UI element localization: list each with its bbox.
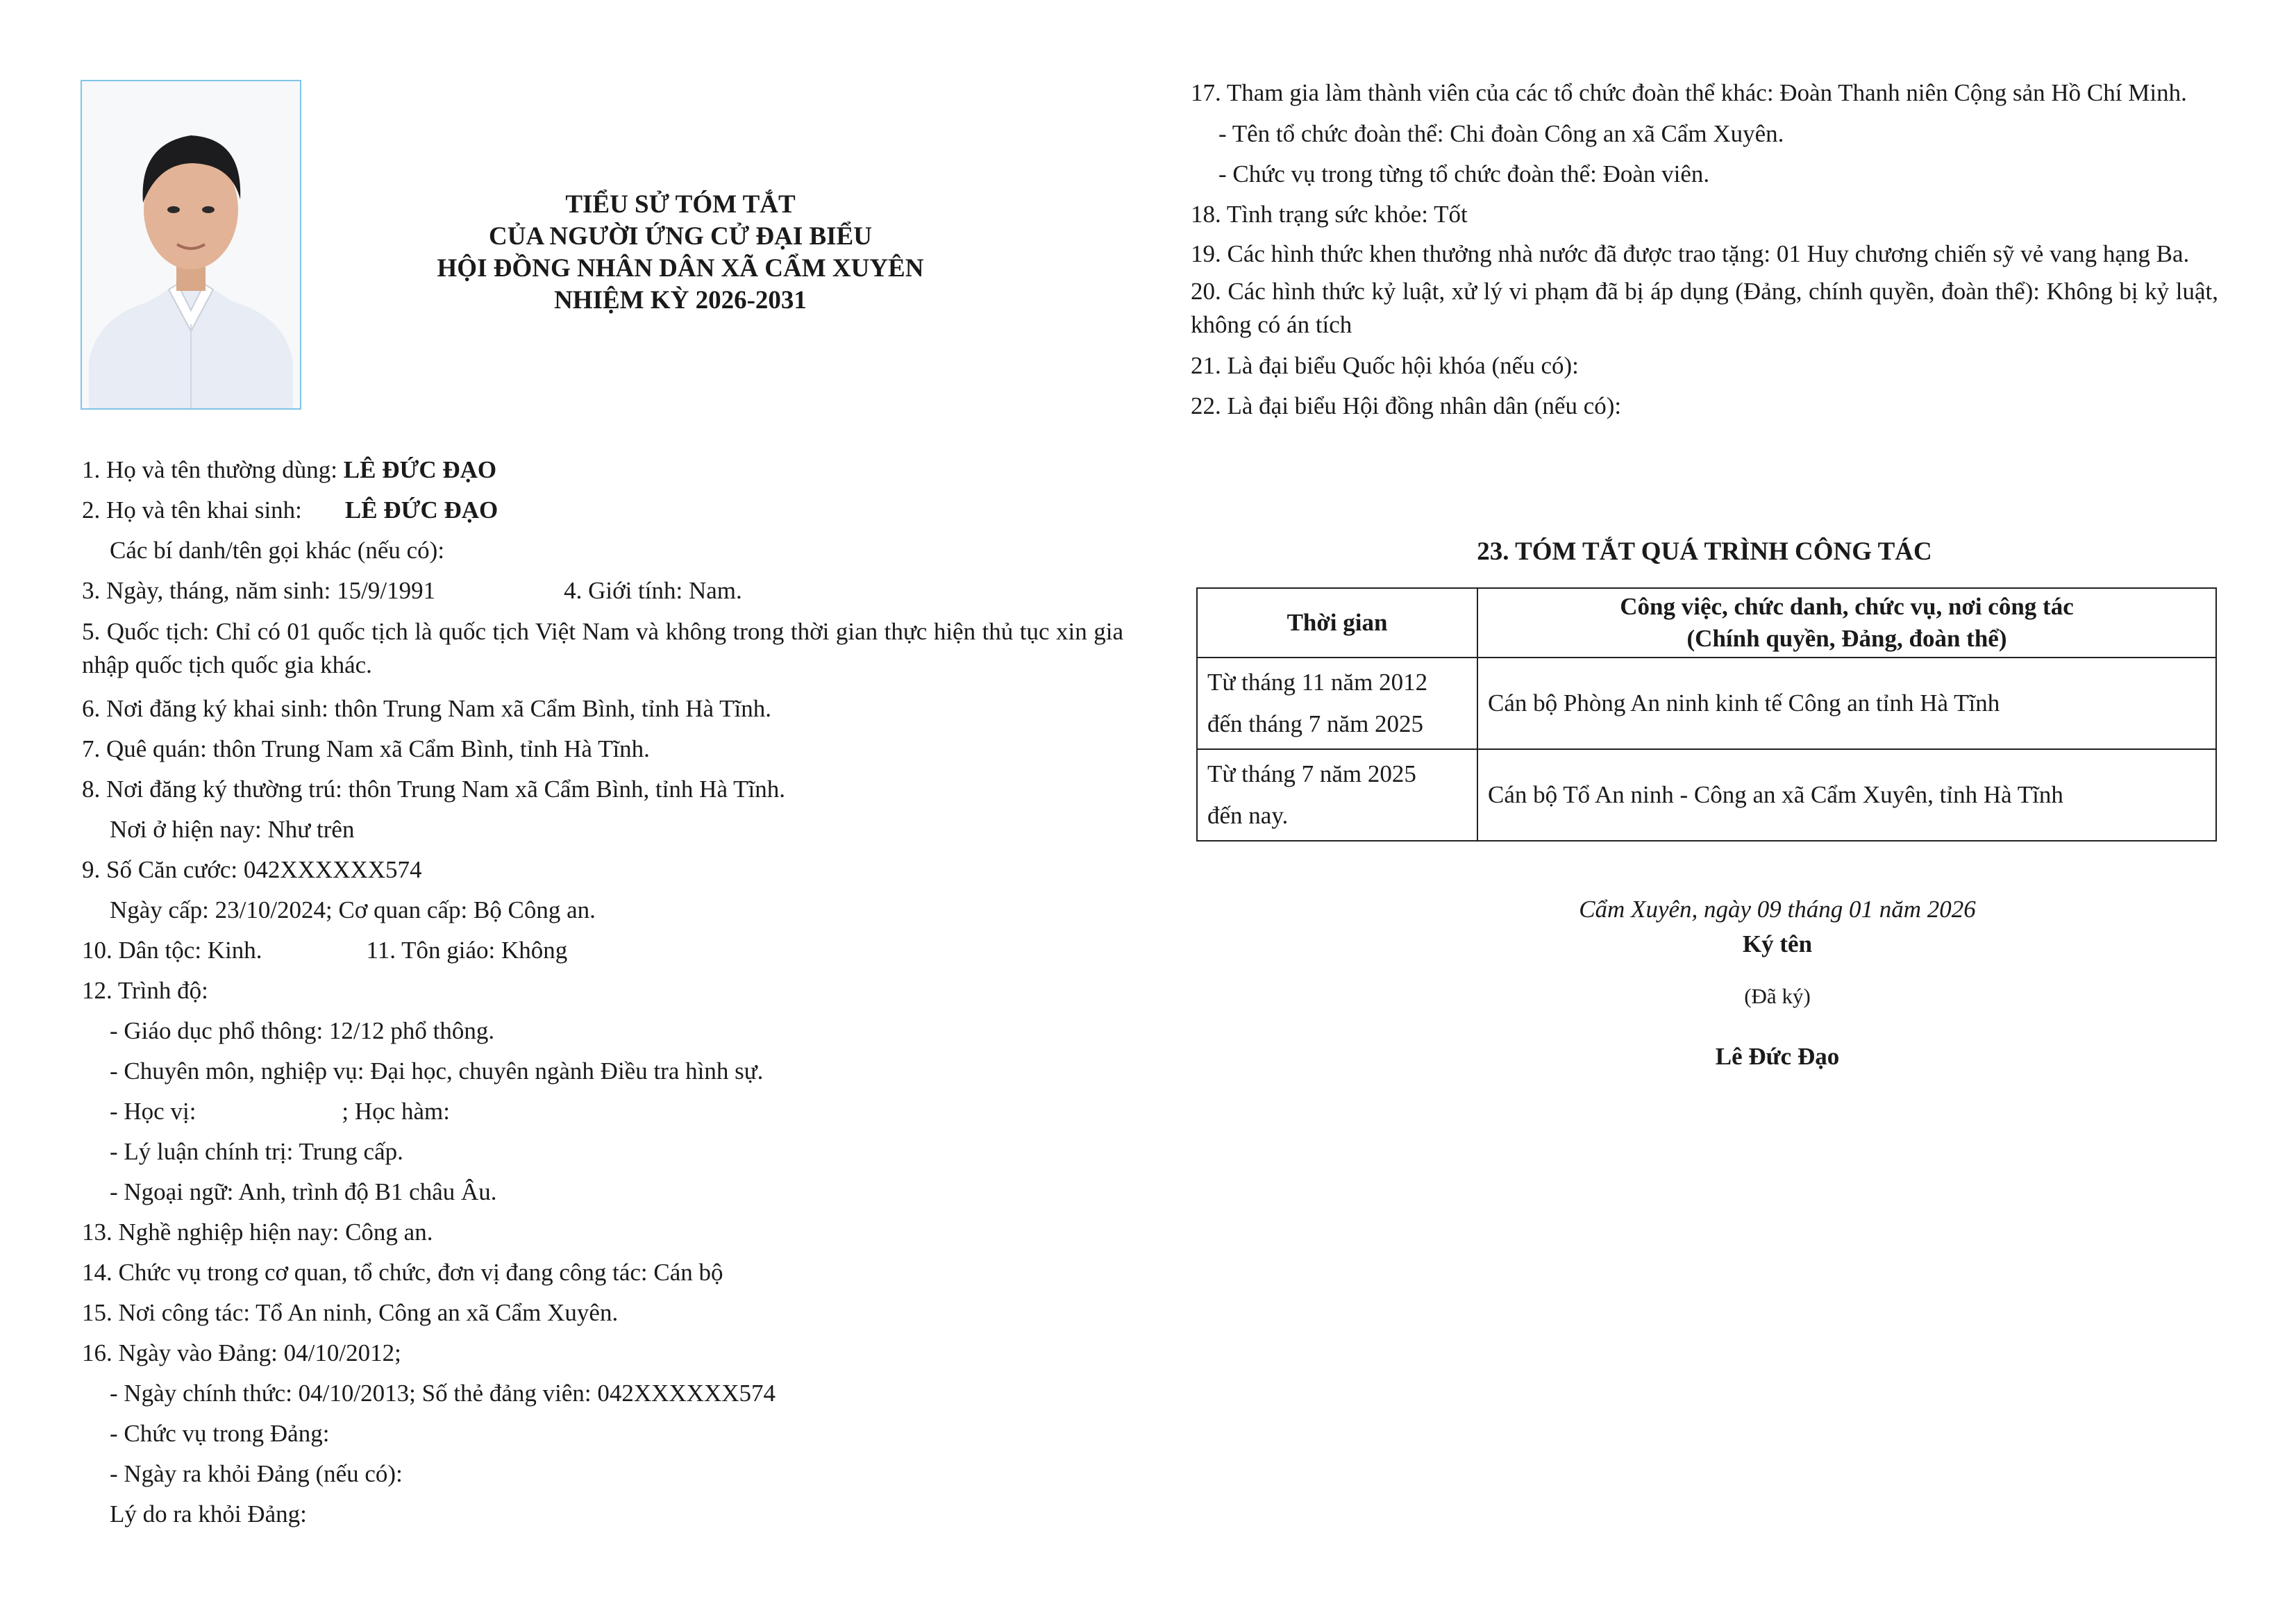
item-13-occupation: 13. Nghề nghiệp hiện nay: Công an. [82, 1219, 433, 1246]
item-2-aliases: Các bí danh/tên gọi khác (nếu có): [110, 537, 445, 564]
table-cell-job: Cán bộ Phòng An ninh kinh tế Công an tỉnh Hà Tĩnh [1477, 658, 2216, 749]
item-7-hometown: 7. Quê quán: thôn Trung Nam xã Cẩm Bình, tỉnh Hà Tĩnh. [82, 735, 650, 762]
item-22-peoples-council: 22. Là đại biểu Hội đồng nhân dân (nếu có): [1191, 392, 1622, 419]
item-1-label: 1. Họ và tên thường dùng: [82, 456, 344, 483]
sign-label: Ký tên [1742, 930, 1813, 957]
item-5-nationality: 5. Quốc tịch: Chỉ có 01 quốc tịch là quốc tịch Việt Nam và không trong thời gian thực hiện thủ tục xin gia nhập quốc tịch quốc gia khác. [82, 618, 1123, 678]
table-cell-time [1197, 749, 1477, 841]
table-row [1197, 658, 2216, 749]
table-cell-time [1197, 658, 1477, 749]
right-column [1191, 76, 2218, 426]
item-15-workplace: 15. Nơi công tác: Tổ An ninh, Công an xã Cẩm Xuyên. [82, 1299, 619, 1326]
professional-qualification: - Chuyên môn, nghiệp vụ: Đại học, chuyên ngành Điều tra hình sự. [110, 1057, 764, 1085]
item-1 [82, 450, 1116, 490]
table-cell-job: Cán bộ Tổ An ninh - Công an xã Cẩm Xuyên, tỉnh Hà Tĩnh [1477, 749, 2216, 841]
item-19-awards: 19. Các hình thức khen thưởng nhà nước đã được trao tặng: 01 Huy chương chiến sỹ vẻ vang hạng Ba. [1191, 240, 2190, 267]
ethnicity: 10. Dân tộc: Kinh. [82, 937, 262, 964]
work-history-table [1196, 587, 2217, 842]
time-start: Từ tháng 11 năm 2012 [1207, 669, 1428, 696]
column-header-job-line-1: Công việc, chức danh, chức vụ, nơi công tác [1620, 593, 2074, 620]
table-row [1197, 749, 2216, 841]
academic-title-label: ; Học hàm: [342, 1098, 450, 1125]
title-line-4: NHIỆM KỲ 2026-2031 [554, 286, 807, 315]
academic-degree [82, 1091, 1116, 1132]
item-14-position: 14. Chức vụ trong cơ quan, tổ chức, đơn vị đang công tác: Cán bộ [82, 1259, 723, 1286]
work-history-title: 23. TÓM TẮT QUÁ TRÌNH CÔNG TÁC [1477, 537, 1932, 566]
item-8-current-residence: Nơi ở hiện nay: Như trên [110, 816, 355, 843]
table-header-row [1197, 588, 2216, 658]
party-official-date: - Ngày chính thức: 04/10/2013; Số thẻ đảng viên: 042XXXXXX574 [110, 1380, 776, 1407]
item-8-permanent-residence: 8. Nơi đăng ký thường trú: thôn Trung Nam xã Cẩm Bình, tỉnh Hà Tĩnh. [82, 776, 785, 803]
place-date: Cẩm Xuyên, ngày 09 tháng 01 năm 2026 [1579, 896, 1976, 923]
party-leave-reason: Lý do ra khỏi Đảng: [110, 1500, 307, 1527]
item-9-issue-info: Ngày cấp: 23/10/2024; Cơ quan cấp: Bộ Công an. [110, 896, 596, 923]
title-line-2: CỦA NGƯỜI ỨNG CỬ ĐẠI BIỂU [489, 222, 872, 251]
item-16-party-join-date: 16. Ngày vào Đảng: 04/10/2012; [82, 1339, 401, 1366]
item-10-11 [82, 930, 1116, 971]
time-end: đến nay. [1207, 802, 1289, 829]
portrait-photo [81, 80, 301, 410]
time-start: Từ tháng 7 năm 2025 [1207, 760, 1416, 787]
item-6-birth-registration: 6. Nơi đăng ký khai sinh: thôn Trung Nam xã Cẩm Bình, tỉnh Hà Tĩnh. [82, 695, 771, 722]
signed-note: (Đã ký) [1744, 984, 1811, 1008]
organization-name: - Tên tổ chức đoàn thể: Chi đoàn Công an xã Cẩm Xuyên. [1218, 120, 1784, 147]
general-education: - Giáo dục phổ thông: 12/12 phổ thông. [110, 1017, 495, 1044]
title-line-1: TIỂU SỬ TÓM TẮT [565, 190, 796, 219]
item-17-organizations: 17. Tham gia làm thành viên của các tổ chức đoàn thể khác: Đoàn Thanh niên Cộng sản Hồ Chí Minh. [1191, 79, 2187, 106]
date-of-birth: 3. Ngày, tháng, năm sinh: 15/9/1991 [82, 577, 436, 604]
party-position: - Chức vụ trong Đảng: [110, 1420, 330, 1447]
item-21-national-assembly: 21. Là đại biểu Quốc hội khóa (nếu có): [1191, 352, 1579, 379]
party-leave-date: - Ngày ra khỏi Đảng (nếu có): [110, 1460, 403, 1487]
column-header-job-line-2: (Chính quyền, Đảng, đoàn thể) [1686, 625, 2007, 652]
degree-label: - Học vị: [110, 1098, 196, 1125]
column-header-time: Thời gian [1197, 588, 1477, 658]
title-line-3: HỘI ĐỒNG NHÂN DÂN XÃ CẨM XUYÊN [437, 254, 924, 283]
signer-name: Lê Đức Đạo [1715, 1043, 1840, 1070]
document-title [361, 189, 1000, 317]
time-end: đến tháng 7 năm 2025 [1207, 710, 1424, 737]
portrait-illustration [82, 81, 300, 408]
birth-name: LÊ ĐỨC ĐẠO [344, 496, 498, 524]
common-name: LÊ ĐỨC ĐẠO [343, 456, 497, 483]
signature-block [1500, 892, 2055, 1074]
item-12-education: 12. Trình độ: [82, 977, 208, 1004]
organization-position: - Chức vụ trong từng tổ chức đoàn thể: Đoàn viên. [1218, 160, 1710, 187]
item-3-4 [82, 571, 1116, 611]
column-header-job [1477, 588, 2216, 658]
political-theory: - Lý luận chính trị: Trung cấp. [110, 1138, 403, 1165]
foreign-language: - Ngoại ngữ: Anh, trình độ B1 châu Âu. [110, 1178, 497, 1205]
gender: 4. Giới tính: Nam. [564, 577, 742, 604]
item-2 [82, 490, 1116, 530]
left-column [82, 450, 1123, 1534]
item-20-discipline: 20. Các hình thức kỷ luật, xử lý vi phạm đã bị áp dụng (Đảng, chính quyền, đoàn thể): Không bị kỷ luật, không có án tích [1191, 278, 2218, 338]
religion: 11. Tôn giáo: Không [366, 937, 568, 964]
item-2-label: 2. Họ và tên khai sinh: [82, 496, 302, 524]
item-18-health: 18. Tình trạng sức khỏe: Tốt [1191, 201, 1468, 228]
item-9-id-number: 9. Số Căn cước: 042XXXXXX574 [82, 856, 422, 883]
